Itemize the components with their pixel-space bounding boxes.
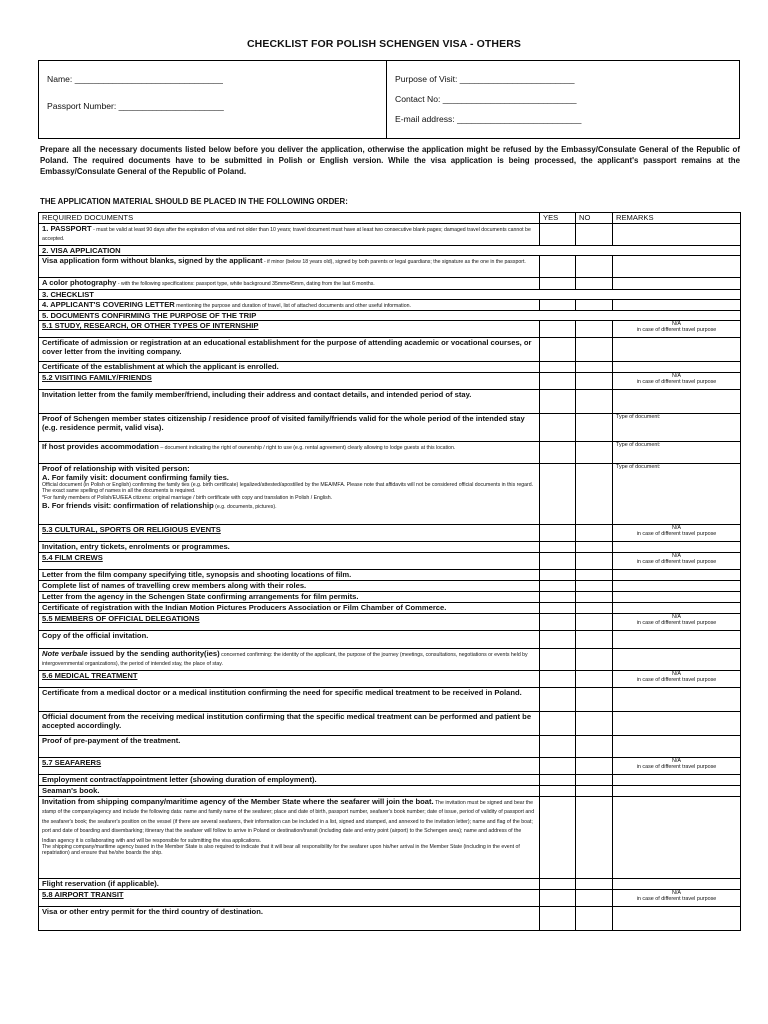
table-row bbox=[39, 758, 741, 775]
no-cell[interactable] bbox=[576, 553, 613, 570]
family-visit-note: Official document (in Polish or English) confirming the family ties (e.g. birth certificate) legalized/attested/apostilled by the MEA/MFA. Please note that affidavits will not be considered official documents in this regard. The exact same spelling of names in all the documents is required. bbox=[42, 482, 534, 495]
table-row bbox=[39, 290, 741, 300]
remarks-cell[interactable] bbox=[613, 390, 741, 414]
remarks-cell[interactable] bbox=[613, 256, 741, 278]
yes-cell[interactable] bbox=[540, 671, 576, 688]
row-5-2-a: Invitation letter from the family member/friend, including their address and contact details, and intended period of stay. bbox=[39, 390, 540, 414]
table-row bbox=[39, 278, 741, 290]
invitation-shipping-note: The invitation must be signed and bear the stamp of the company/agency and include the following data: name and family name of the seafarer; place and date of birth, passport number, seafarer's book number; date of issue, period of validity of passport and the seafarer's book; the seafarer's position on the vessel (if there are several seafarers, their information can be included in a list, signed and stamped, and annexed to the invitation letter); name and flag of the boat; port and date of boarding and disembarking; itinerary that the seafarer will follow to arrive in Poland or destination/transit (including date and entry point (airport) to the Schengen area); name and address of the Indian agency it is collaborating with and will be responsible for submitting the visa applications. bbox=[42, 800, 535, 844]
remarks-cell[interactable] bbox=[613, 603, 741, 614]
yes-cell[interactable] bbox=[540, 542, 576, 553]
table-row bbox=[39, 631, 741, 649]
remarks-cell[interactable] bbox=[613, 592, 741, 603]
section-5-6-title bbox=[39, 671, 540, 688]
table-row bbox=[39, 570, 741, 581]
intro-paragraph: Prepare all the necessary documents listed below before you deliver the application, otherwise the application might be refused by the Embassy/Consulate General of the Republic of Poland. The required documents have to be submitted in Polish or English version. While the visa application is being processed, the applicant's passport remains at the Embassy/Consulate General of the Republic of Poland. bbox=[40, 145, 740, 177]
row-visa-form bbox=[39, 256, 540, 278]
remarks-cell[interactable] bbox=[613, 631, 741, 649]
yes-cell[interactable] bbox=[540, 649, 576, 671]
table-row bbox=[39, 390, 741, 414]
no-cell[interactable] bbox=[576, 442, 613, 464]
table-row bbox=[39, 321, 741, 338]
row-5-4-b: Complete list of names of travelling crew members along with their roles. bbox=[39, 581, 540, 592]
remarks-type-of-document[interactable]: Type of document: bbox=[613, 442, 741, 464]
section-5-4-title bbox=[39, 553, 540, 570]
row-5-7-c bbox=[39, 797, 540, 879]
remarks-cell[interactable] bbox=[613, 570, 741, 581]
yes-cell[interactable] bbox=[540, 464, 576, 525]
table-row bbox=[39, 414, 741, 442]
na-label: N/A bbox=[672, 373, 681, 379]
na-label: N/A bbox=[672, 758, 681, 764]
row-5-5-b bbox=[39, 649, 540, 671]
info-right-column bbox=[387, 61, 739, 138]
no-cell[interactable] bbox=[576, 224, 613, 246]
no-cell[interactable] bbox=[576, 797, 613, 879]
row-5-4-c: Letter from the agency in the Schengen State confirming arrangements for film permits. bbox=[39, 592, 540, 603]
remarks-na[interactable] bbox=[613, 373, 741, 390]
applicant-info-box bbox=[38, 60, 740, 139]
row-5-6-a: Certificate from a medical doctor or a medical institution confirming the need for specific medical treatment to be received in Poland. bbox=[39, 688, 540, 712]
shipping-responsibility-note: The shipping company/maritime agency based in the Member State is also required to indicate that it will bear all responsibility for the seafarer upon his/her arrival in the Member State (including in the event of repatriation) and ensure that he/she boards the ship. bbox=[42, 844, 520, 857]
row-5-5-a: Copy of the official invitation. bbox=[39, 631, 540, 649]
no-cell[interactable] bbox=[576, 907, 613, 931]
section-5-5-title bbox=[39, 614, 540, 631]
yes-cell[interactable] bbox=[540, 373, 576, 390]
no-cell[interactable] bbox=[576, 775, 613, 786]
yes-cell[interactable] bbox=[540, 736, 576, 758]
table-row bbox=[39, 525, 741, 542]
no-cell[interactable] bbox=[576, 414, 613, 442]
section-5-3-label: 5.3 CULTURAL, SPORTS OR RELIGIOUS EVENTS bbox=[42, 525, 221, 534]
section-checklist: 3. CHECKLIST bbox=[39, 290, 741, 300]
yes-cell[interactable] bbox=[540, 775, 576, 786]
remarks-na[interactable] bbox=[613, 671, 741, 688]
remarks-cell[interactable] bbox=[613, 786, 741, 797]
no-cell[interactable] bbox=[576, 758, 613, 775]
row-5-7-d: Flight reservation (if applicable). bbox=[39, 879, 540, 890]
no-cell[interactable] bbox=[576, 786, 613, 797]
page-title: CHECKLIST FOR POLISH SCHENGEN VISA - OTHERS bbox=[246, 38, 521, 50]
table-row bbox=[39, 373, 741, 390]
note-verbale-note: concerned confirming: the identity of the applicant, the purpose of the journey (meetings, consultations, negotiations or events held by intergovernmental organizations), the period of intended stay, the place of stay. bbox=[42, 652, 528, 668]
cover-letter-note: mentioning the purpose and duration of travel, list of attached documents and other useful information. bbox=[174, 303, 411, 309]
na-note: in case of different travel purpose bbox=[636, 327, 717, 334]
table-row bbox=[39, 300, 741, 311]
accommodation-note: – document indicating the right of ownership / right to use (e.g. rental agreement) clearly allowing to lodge guests at this location. bbox=[158, 445, 456, 451]
remarks-cell[interactable] bbox=[613, 224, 741, 246]
yes-cell[interactable] bbox=[540, 786, 576, 797]
table-row bbox=[39, 442, 741, 464]
remarks-na[interactable] bbox=[613, 758, 741, 775]
remarks-cell[interactable] bbox=[613, 300, 741, 311]
yes-cell[interactable] bbox=[540, 592, 576, 603]
cover-letter-title: 4. APPLICANT'S COVERING LETTER bbox=[42, 300, 175, 309]
section-5-6-label: 5.6 MEDICAL TREATMENT bbox=[42, 671, 138, 680]
row-passport bbox=[39, 224, 540, 246]
table-row bbox=[39, 614, 741, 631]
table-row bbox=[39, 553, 741, 570]
visa-form-title: Visa application form without blanks, signed by the applicant bbox=[42, 256, 263, 265]
no-cell[interactable] bbox=[576, 603, 613, 614]
yes-cell[interactable] bbox=[540, 890, 576, 907]
info-left-column bbox=[39, 61, 387, 138]
remarks-type-of-document[interactable]: Type of document: bbox=[613, 414, 741, 442]
passport-title: 1. PASSPORT bbox=[42, 224, 92, 233]
row-photo bbox=[39, 278, 540, 290]
remarks-cell[interactable] bbox=[613, 775, 741, 786]
yes-cell[interactable] bbox=[540, 603, 576, 614]
table-row bbox=[39, 581, 741, 592]
row-5-2-b: Proof of Schengen member states citizenship / residence proof of visited family/friends valid for the whole period of the intended stay (e.g. residence permit, valid visa). bbox=[39, 414, 540, 442]
table-row bbox=[39, 256, 741, 278]
row-5-6-c: Proof of pre-payment of the treatment. bbox=[39, 736, 540, 758]
section-5-3-title bbox=[39, 525, 540, 542]
row-5-2-d bbox=[39, 464, 540, 525]
yes-cell[interactable] bbox=[540, 414, 576, 442]
yes-cell[interactable] bbox=[540, 631, 576, 649]
yes-cell[interactable] bbox=[540, 442, 576, 464]
photo-note: - with the following specifications: passport type, white background 35mmx45mm, dating from the last 6 months. bbox=[116, 281, 375, 287]
na-label: N/A bbox=[672, 614, 681, 620]
yes-cell[interactable] bbox=[540, 362, 576, 373]
header-no: NO bbox=[576, 213, 613, 224]
remarks-type-of-document[interactable]: Type of document: bbox=[613, 464, 741, 525]
no-cell[interactable] bbox=[576, 581, 613, 592]
section-purpose-documents: 5. DOCUMENTS CONFIRMING THE PURPOSE OF THE TRIP bbox=[39, 311, 741, 321]
photo-title: A color photography bbox=[42, 278, 117, 287]
table-row bbox=[39, 362, 741, 373]
no-cell[interactable] bbox=[576, 712, 613, 736]
email-address-field[interactable]: E-mail address: __________________________ bbox=[395, 114, 582, 124]
no-cell[interactable] bbox=[576, 278, 613, 290]
relationship-title: Proof of relationship with visited person: bbox=[42, 464, 190, 473]
table-row bbox=[39, 246, 741, 256]
purpose-of-visit-field[interactable]: Purpose of Visit: ________________________ bbox=[395, 74, 575, 84]
section-5-2-title bbox=[39, 373, 540, 390]
contact-number-field[interactable]: Contact No: ____________________________ bbox=[395, 94, 577, 104]
section-5-1-label: 5.1 STUDY, RESEARCH, OR OTHER TYPES OF INTERNSHIP bbox=[42, 321, 259, 330]
order-heading: THE APPLICATION MATERIAL SHOULD BE PLACED IN THE FOLLOWING ORDER: bbox=[40, 197, 348, 206]
yes-cell[interactable] bbox=[540, 712, 576, 736]
no-cell[interactable] bbox=[576, 362, 613, 373]
na-note: in case of different travel purpose bbox=[636, 896, 717, 903]
name-field[interactable]: Name: _______________________________ bbox=[47, 74, 223, 84]
section-5-8-title bbox=[39, 890, 540, 907]
table-row bbox=[39, 464, 741, 525]
row-cover-letter bbox=[39, 300, 540, 311]
remarks-cell[interactable] bbox=[613, 797, 741, 879]
remarks-cell[interactable] bbox=[613, 879, 741, 890]
row-5-7-a: Employment contract/appointment letter (showing duration of employment). bbox=[39, 775, 540, 786]
remarks-cell[interactable] bbox=[613, 688, 741, 712]
section-5-5-label: 5.5 MEMBERS OF OFFICIAL DELEGATIONS bbox=[42, 614, 200, 623]
remarks-cell[interactable] bbox=[613, 338, 741, 362]
remarks-cell[interactable] bbox=[613, 712, 741, 736]
note-verbale: Note verbale bbox=[42, 649, 88, 658]
remarks-cell[interactable] bbox=[613, 907, 741, 931]
checklist-table bbox=[38, 212, 741, 931]
yes-cell[interactable] bbox=[540, 758, 576, 775]
no-cell[interactable] bbox=[576, 256, 613, 278]
invitation-shipping-title: Invitation from shipping company/maritime agency of the Member State where the seafarer will join the boat. bbox=[42, 797, 434, 806]
section-5-7-label: 5.7 SEAFARERS bbox=[42, 758, 102, 767]
header-yes: YES bbox=[540, 213, 576, 224]
no-cell[interactable] bbox=[576, 390, 613, 414]
yes-cell[interactable] bbox=[540, 907, 576, 931]
na-label: N/A bbox=[672, 553, 681, 559]
no-cell[interactable] bbox=[576, 300, 613, 311]
row-5-6-b: Official document from the receiving medical institution confirming that the specific medical treatment can be performed and patient be accepted accordingly. bbox=[39, 712, 540, 736]
yes-cell[interactable] bbox=[540, 390, 576, 414]
row-5-4-d: Certificate of registration with the Indian Motion Pictures Producers Association or Film Chamber of Commerce. bbox=[39, 603, 540, 614]
table-row bbox=[39, 603, 741, 614]
row-5-7-b: Seaman's book. bbox=[39, 786, 540, 797]
accommodation-title: If host provides accommodation bbox=[42, 442, 159, 451]
remarks-na[interactable] bbox=[613, 614, 741, 631]
section-5-4-label: 5.4 FILM CREWS bbox=[42, 553, 103, 562]
no-cell[interactable] bbox=[576, 592, 613, 603]
table-row bbox=[39, 786, 741, 797]
table-row bbox=[39, 907, 741, 931]
remarks-na[interactable] bbox=[613, 553, 741, 570]
yes-cell[interactable] bbox=[540, 581, 576, 592]
visa-form-note: - if minor (below 18 years old), signed by both parents or legal guardians; the signature as the one in the passport. bbox=[262, 259, 526, 265]
no-cell[interactable] bbox=[576, 338, 613, 362]
na-note: in case of different travel purpose bbox=[636, 620, 717, 627]
na-label: N/A bbox=[672, 671, 681, 677]
table-row bbox=[39, 338, 741, 362]
yes-cell[interactable] bbox=[540, 338, 576, 362]
table-header-row bbox=[39, 213, 741, 224]
table-row bbox=[39, 736, 741, 758]
family-visit-title: A. For family visit: document confirming family ties. bbox=[42, 473, 229, 482]
table-row bbox=[39, 688, 741, 712]
no-cell[interactable] bbox=[576, 525, 613, 542]
friends-visit-title: B. For friends visit: confirmation of relationship bbox=[42, 501, 214, 511]
row-5-2-c bbox=[39, 442, 540, 464]
section-5-7-title bbox=[39, 758, 540, 775]
no-cell[interactable] bbox=[576, 570, 613, 581]
remarks-cell[interactable] bbox=[613, 649, 741, 671]
table-row bbox=[39, 671, 741, 688]
na-note: in case of different travel purpose bbox=[636, 559, 717, 566]
no-cell[interactable] bbox=[576, 649, 613, 671]
yes-cell[interactable] bbox=[540, 256, 576, 278]
na-note: in case of different travel purpose bbox=[636, 764, 717, 771]
no-cell[interactable] bbox=[576, 614, 613, 631]
header-remarks: REMARKS bbox=[613, 213, 741, 224]
remarks-cell[interactable] bbox=[613, 542, 741, 553]
yes-cell[interactable] bbox=[540, 688, 576, 712]
no-cell[interactable] bbox=[576, 879, 613, 890]
row-5-1-a: Certificate of admission or registration at an educational establishment for the purpose of attending academic or vocational courses, or cover letter from the inviting company. bbox=[39, 338, 540, 362]
yes-cell[interactable] bbox=[540, 570, 576, 581]
section-visa-application: 2. VISA APPLICATION bbox=[39, 246, 741, 256]
yes-cell[interactable] bbox=[540, 797, 576, 879]
remarks-na[interactable] bbox=[613, 321, 741, 338]
no-cell[interactable] bbox=[576, 671, 613, 688]
table-row bbox=[39, 649, 741, 671]
remarks-na[interactable] bbox=[613, 890, 741, 907]
na-label: N/A bbox=[672, 525, 681, 531]
passport-note: - must be valid at least 90 days after the expiration of visa and not older than 10 years; travel document must have at least two consecutive blank pages; damaged travel documents cannot be accepted. bbox=[42, 227, 531, 243]
remarks-cell[interactable] bbox=[613, 362, 741, 373]
header-documents: REQUIRED DOCUMENTS bbox=[39, 213, 540, 224]
row-5-4-a: Letter from the film company specifying title, synopsis and shooting locations of film. bbox=[39, 570, 540, 581]
yes-cell[interactable] bbox=[540, 525, 576, 542]
section-5-2-label: 5.2 VISITING FAMILY/FRIENDS bbox=[42, 373, 152, 382]
yes-cell[interactable] bbox=[540, 300, 576, 311]
row-5-8-a: Visa or other entry permit for the third country of destination. bbox=[39, 907, 540, 931]
no-cell[interactable] bbox=[576, 631, 613, 649]
no-cell[interactable] bbox=[576, 736, 613, 758]
no-cell[interactable] bbox=[576, 464, 613, 525]
yes-cell[interactable] bbox=[540, 879, 576, 890]
no-cell[interactable] bbox=[576, 321, 613, 338]
na-note: in case of different travel purpose bbox=[636, 677, 717, 684]
no-cell[interactable] bbox=[576, 542, 613, 553]
na-note: in case of different travel purpose bbox=[636, 379, 717, 386]
family-members-note: *For family members of Polish/EU/EEA citizens: original marriage / birth certificate with copy and translation in Polish / English. bbox=[42, 494, 333, 501]
no-cell[interactable] bbox=[576, 890, 613, 907]
table-row bbox=[39, 542, 741, 553]
remarks-cell[interactable] bbox=[613, 278, 741, 290]
remarks-na[interactable] bbox=[613, 525, 741, 542]
note-verbale-title: issued by the sending authority(ies) bbox=[87, 649, 220, 658]
table-row bbox=[39, 775, 741, 786]
table-row bbox=[39, 224, 741, 246]
yes-cell[interactable] bbox=[540, 553, 576, 570]
table-row bbox=[39, 712, 741, 736]
row-5-1-b: Certificate of the establishment at which the applicant is enrolled. bbox=[39, 362, 540, 373]
table-row bbox=[39, 879, 741, 890]
no-cell[interactable] bbox=[576, 688, 613, 712]
table-row bbox=[39, 797, 741, 879]
yes-cell[interactable] bbox=[540, 614, 576, 631]
table-row bbox=[39, 592, 741, 603]
section-5-1-title bbox=[39, 321, 540, 338]
no-cell[interactable] bbox=[576, 373, 613, 390]
section-5-8-label: 5.8 AIRPORT TRANSIT bbox=[42, 890, 124, 899]
yes-cell[interactable] bbox=[540, 278, 576, 290]
friends-visit-note: (e.g. documents, pictures). bbox=[213, 504, 277, 511]
row-5-3-a: Invitation, entry tickets, enrolments or programmes. bbox=[39, 542, 540, 553]
na-label: N/A bbox=[672, 321, 681, 327]
yes-cell[interactable] bbox=[540, 224, 576, 246]
table-row bbox=[39, 890, 741, 907]
remarks-cell[interactable] bbox=[613, 581, 741, 592]
passport-number-field[interactable]: Passport Number: ______________________ bbox=[47, 101, 224, 111]
na-note: in case of different travel purpose bbox=[636, 531, 717, 538]
table-row bbox=[39, 311, 741, 321]
yes-cell[interactable] bbox=[540, 321, 576, 338]
remarks-cell[interactable] bbox=[613, 736, 741, 758]
na-label: N/A bbox=[672, 890, 681, 896]
